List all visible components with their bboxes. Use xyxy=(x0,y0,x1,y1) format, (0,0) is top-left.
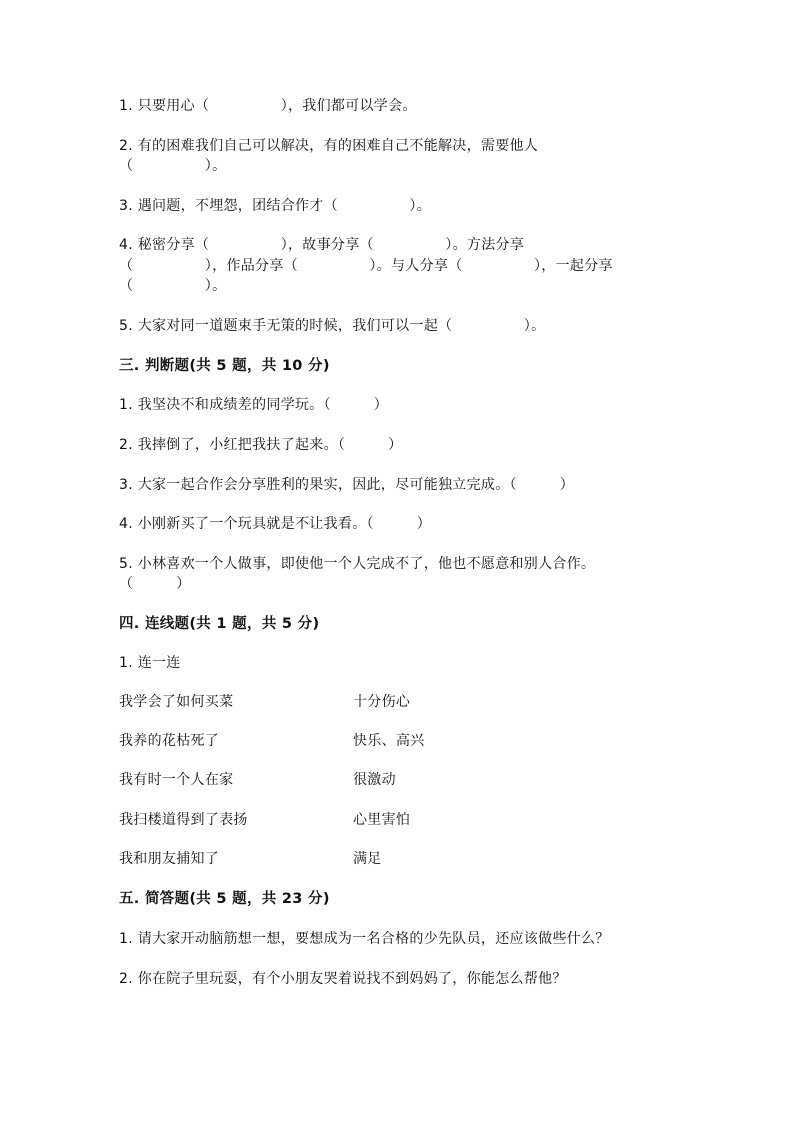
fill-question-2-line-2: （ ）。 xyxy=(119,158,227,174)
judge-question-4: 4. 小刚新买了一个玩具就是不让我看。（ ） xyxy=(119,516,432,532)
judge-question-2: 2. 我摔倒了，小红把我扶了起来。（ ） xyxy=(119,437,403,453)
match-left-item: 我有时一个人在家 xyxy=(119,772,234,788)
match-right-item: 很激动 xyxy=(353,772,396,788)
fill-question-5: 5. 大家对同一道题束手无策的时候，我们可以一起（ ）。 xyxy=(119,318,546,334)
fill-question-4-line-1: 4. 秘密分享（ ），故事分享（ ）。方法分享 xyxy=(119,237,525,253)
match-left-item: 我和朋友捕知了 xyxy=(119,851,220,867)
judge-question-1: 1. 我坚决不和成绩差的同学玩。（ ） xyxy=(119,397,389,413)
section-4-heading: 四. 连线题(共 1 题，共 5 分) xyxy=(119,616,320,632)
short-answer-question-1: 1. 请大家开动脑筋想一想，要想成为一名合格的少先队员，还应该做些什么？ xyxy=(119,931,610,947)
judge-question-5-line-1: 5. 小林喜欢一个人做事，即使他一个人完成不了，他也不愿意和别人合作。 xyxy=(119,556,596,572)
fill-question-1: 1. 只要用心（ ），我们都可以学会。 xyxy=(119,98,417,114)
match-left-item: 我扫楼道得到了表扬 xyxy=(119,812,248,828)
fill-question-3: 3. 遇问题，不埋怨，团结合作才（ ）。 xyxy=(119,198,432,214)
judge-question-5-line-2: （ ） xyxy=(119,576,191,592)
match-question-1: 1. 连一连 xyxy=(119,655,181,671)
match-left-item: 我养的花枯死了 xyxy=(119,733,220,749)
match-right-item: 快乐、高兴 xyxy=(353,733,425,749)
fill-question-2-line-1: 2. 有的困难我们自己可以解决，有的困难自己不能解决，需要他人 xyxy=(119,138,539,154)
fill-question-4-line-2: （ ），作品分享（ ）。与人分享（ ），一起分享 xyxy=(119,258,613,274)
fill-question-4-line-3: （ ）。 xyxy=(119,278,227,294)
match-right-item: 心里害怕 xyxy=(353,812,411,828)
match-left-item: 我学会了如何买菜 xyxy=(119,694,234,710)
match-right-item: 满足 xyxy=(353,851,382,867)
short-answer-question-2: 2. 你在院子里玩耍，有个小朋友哭着说找不到妈妈了，你能怎么帮他？ xyxy=(119,971,567,987)
section-5-heading: 五. 简答题(共 5 题，共 23 分) xyxy=(119,891,330,907)
section-3-heading: 三. 判断题(共 5 题，共 10 分) xyxy=(119,358,330,374)
judge-question-3: 3. 大家一起合作会分享胜利的果实，因此，尽可能独立完成。（ ） xyxy=(119,477,575,493)
match-right-item: 十分伤心 xyxy=(353,694,411,710)
